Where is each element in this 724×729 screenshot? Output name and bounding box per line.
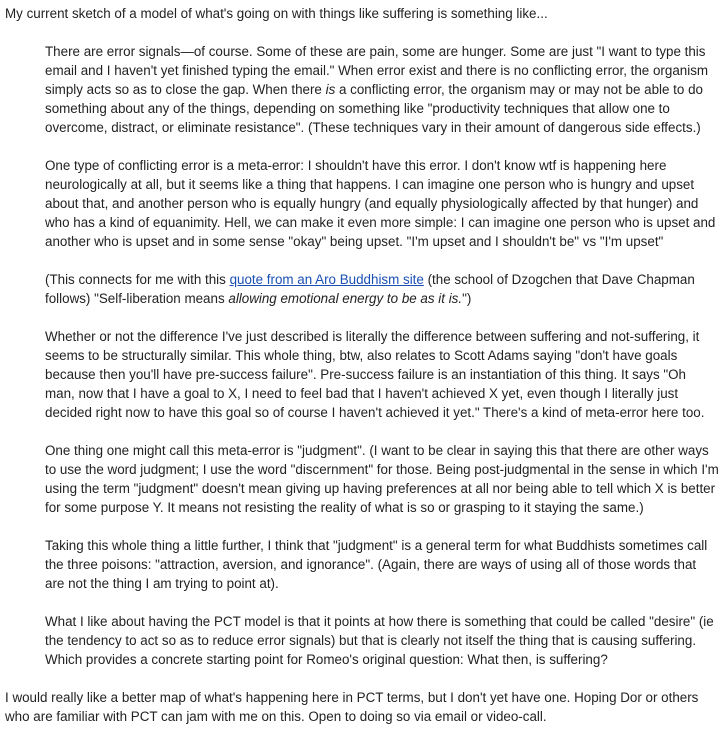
intro-paragraph: My current sketch of a model of what's going on with things like suffering is something like... bbox=[5, 6, 548, 21]
emphasis-text: is bbox=[325, 82, 336, 97]
text-span: (This connects for me with this bbox=[45, 272, 230, 287]
paragraph-pct-model: What I like about having the PCT model is that it points at how there is something that could be called "desire" (ie the tendency to act so as to reduce error signals) but that is clearly not itself the thing that is causing suffering. Which provides a concrete starting point for Romeo's original question: What then, is suffering? bbox=[45, 614, 714, 667]
paragraph-judgment: One thing one might call this meta-error is "judgment". (I want to be clear in saying this that there are other ways to use the word judgment; I use the word "discernment" for those. Being post-judgmental in the sense in which I'm using the term "judgment" doesn't mean giving up having preferences at all nor being able to tell which X is better for some purpose Y. It means not resisting the reality of what is so or grasping to it staying the same.) bbox=[45, 443, 719, 515]
paragraph-three-poisons: Taking this whole thing a little further, I think that "judgment" is a general term for what Buddhists sometimes call the three poisons: "attraction, aversion, and ignorance". (Again, there are ways of using all of those words that are not the thing I am trying to point at). bbox=[45, 538, 708, 591]
paragraph-aro-quote bbox=[45, 270, 719, 308]
text-span: a conflicting error, the organism may or may not be able to do something about any of the things, depending on something like "productivity techniques that allow one to overcome, distract, or eliminate resistance". (These techniques vary in their amount of dangerous side effects.) bbox=[45, 82, 703, 135]
text-span: (the school of Dzogchen that Dave Chapman follows) "Self-liberation means bbox=[45, 272, 695, 306]
paragraph-meta-error: One type of conflicting error is a meta-error: I shouldn't have this error. I don't know wtf is happening here neurologically at all, but it seems like a thing that happens. I can imagine one person who is hungry and upset about that, and another person who is equally hungry (and equally physiologically affected by that hunger) and who has a kind of equanimity. Hell, we can make it even more simple: I can imagine one person who is upset and another who is upset and in some sense "okay" being upset. "I'm upset and I shouldn't be" vs "I'm upset" bbox=[45, 158, 716, 249]
emphasis-text: allowing emotional energy to be as it is. bbox=[228, 291, 463, 306]
paragraph-error-signals bbox=[45, 42, 719, 137]
text-span: There are error signals—of course. Some of these are pain, some are hunger. Some are just "I want to type this email and I haven't yet finished typing the email." When error exist and there is no conflicting error, the organism simply acts so as to close the gap. When there bbox=[45, 44, 709, 97]
outro-paragraph: I would really like a better map of what's happening here in PCT terms, but I don't yet have one. Hoping Dor or others who are familiar with PCT can jam with me on this. Open to doing so via email or video-call. bbox=[5, 690, 699, 724]
aro-buddhism-link[interactable]: quote from an Aro Buddhism site bbox=[229, 272, 424, 287]
quoted-block bbox=[45, 42, 719, 669]
text-span: ") bbox=[462, 291, 472, 306]
paragraph-pre-success-failure: Whether or not the difference I've just described is literally the difference between suffering and not-suffering, it seems to be structurally similar. This whole thing, btw, also relates to Scott Adams saying "don't have goals because then you'll have pre-success failure". Pre-success failure is an instantiation of this thing. It says "Oh man, now that I have a goal to X, I need to feel bad that I haven't achieved X yet, even though I literally just decided right now to have this goal so of course I haven't achieved it yet." There's a kind of meta-error here too. bbox=[45, 329, 705, 420]
